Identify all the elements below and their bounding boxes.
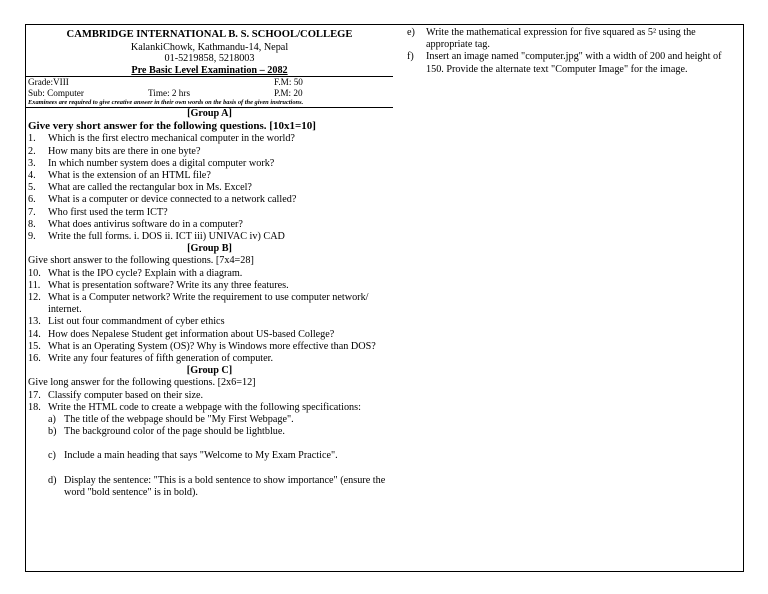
exam-paper	[25, 24, 744, 572]
sub-question-f: f) Insert an image named "computer.jpg" with a width of 200 and height of 150. Provide the alternate text "Computer Image" for the image.	[407, 51, 722, 75]
group-a-heading: [Group A]	[187, 108, 232, 120]
question-text: How many bits are there in one byte?	[48, 145, 201, 157]
question-number: 12.	[28, 292, 41, 304]
left-column	[26, 29, 393, 499]
school-phone: 01-5219858, 5218003	[164, 53, 255, 64]
group-b-questions	[26, 268, 393, 366]
question-number: 3.	[28, 157, 36, 169]
question-text: In which number system does a digital computer work?	[48, 157, 275, 169]
subject: Sub: Computer	[28, 87, 84, 98]
sub-question-c: c) Include a main heading that says "Welcome to My Exam Practice".	[48, 450, 338, 462]
time: Time: 2 hrs	[148, 87, 191, 98]
school-name: CAMBRIDGE INTERNATIONAL B. S. SCHOOL/COLLEGE	[66, 29, 353, 40]
question-text: What is the extension of an HTML file?	[48, 170, 211, 181]
group-c-title: Give long answer for the following questions. [2x6=12]	[28, 377, 256, 389]
question-number: 10.	[28, 267, 41, 279]
question-item	[26, 268, 393, 280]
question-item	[26, 158, 393, 170]
question-item	[26, 341, 393, 353]
question-item	[26, 316, 393, 328]
group-b-heading: [Group B]	[187, 243, 232, 255]
question-number: 14.	[28, 328, 41, 340]
instructions: Examinees are required to give creative answer in their own words on the basis of the given instructions.	[28, 99, 304, 107]
question-item	[26, 231, 393, 243]
question-number: 1.	[28, 133, 36, 145]
question-item	[26, 170, 393, 182]
question-text: What are called the rectangular box in Ms. Excel?	[48, 182, 252, 194]
question-text: How does Nepalese Student get information about US-based College?	[48, 328, 335, 340]
question-item	[26, 194, 393, 206]
question-item	[26, 182, 393, 194]
question-item	[26, 207, 393, 219]
sub-question-b: b) The background color of the page should be lightblue.	[48, 426, 285, 438]
sub-question-e: e) Write the mathematical expression for five squared as 5² using the appropriate tag.	[407, 27, 696, 51]
question-text: What does antivirus software do in a computer?	[48, 218, 243, 230]
question-number: 9.	[28, 231, 36, 243]
question-number: 6.	[28, 194, 36, 206]
question-item	[26, 329, 393, 341]
question-item	[26, 133, 393, 145]
meta-row-1	[26, 77, 393, 88]
question-text: Who first used the term ICT?	[48, 206, 168, 218]
grade: Grade:VIII	[28, 77, 69, 87]
question-number: 8.	[28, 218, 36, 230]
school-address: KalankiChowk, Kathmandu-14, Nepal	[130, 41, 289, 53]
question-number: 7.	[28, 206, 36, 218]
question-text: What is a computer or device connected to a network called?	[48, 194, 297, 206]
question-item	[26, 146, 393, 158]
group-a-questions	[26, 133, 393, 243]
question-text: Write any four features of fifth generation of computer.	[48, 353, 274, 365]
group-b-title: Give short answer to the following questions. [7x4=28]	[28, 255, 254, 267]
question-number: 2.	[28, 145, 36, 157]
group-a-title: Give very short answer for the following questions. [10x1=10]	[28, 120, 316, 133]
group-c-heading: [Group C]	[186, 365, 233, 377]
question-number: 11.	[28, 279, 41, 291]
question-item	[26, 292, 393, 316]
exam-title: Pre Basic Level Examination – 2082	[131, 64, 288, 76]
full-marks: F.M: 50	[274, 77, 303, 87]
question-item	[26, 219, 393, 231]
question-text: What is an Operating System (OS)? Why is Windows more effective than DOS?	[48, 340, 376, 352]
question-number: 13.	[28, 316, 41, 328]
question-text: List out four commandment of cyber ethics	[48, 316, 225, 328]
question-number: 15.	[28, 340, 41, 352]
right-column	[407, 27, 739, 76]
question-text: What is a Computer network? Write the requirement to use computer network/ internet.	[48, 292, 369, 316]
question-number: 16.	[28, 353, 41, 365]
question-text: What is the IPO cycle? Explain with a diagram.	[48, 267, 243, 279]
question-number: 5.	[28, 182, 36, 194]
question-17: 17. Classify computer based on their size.	[28, 389, 204, 401]
meta-row-2	[26, 88, 393, 99]
question-text: Which is the first electro mechanical computer in the world?	[48, 133, 295, 145]
question-item	[26, 280, 393, 292]
sub-question-a: a) The title of the webpage should be "My First Webpage".	[48, 414, 294, 426]
question-number: 4.	[28, 170, 36, 181]
question-text: Write the full forms. i. DOS ii. ICT iii) UNIVAC iv) CAD	[48, 231, 285, 243]
question-18: 18. Write the HTML code to create a webpage with the following specifications:	[28, 401, 361, 413]
sub-question-d: d) Display the sentence: "This is a bold sentence to show importance" (ensure the word "bold sentence" is in bold).	[48, 474, 386, 498]
question-item	[26, 353, 393, 365]
pass-marks: P.M: 20	[274, 87, 303, 98]
question-text: What is presentation software? Write its any three features.	[48, 279, 289, 291]
